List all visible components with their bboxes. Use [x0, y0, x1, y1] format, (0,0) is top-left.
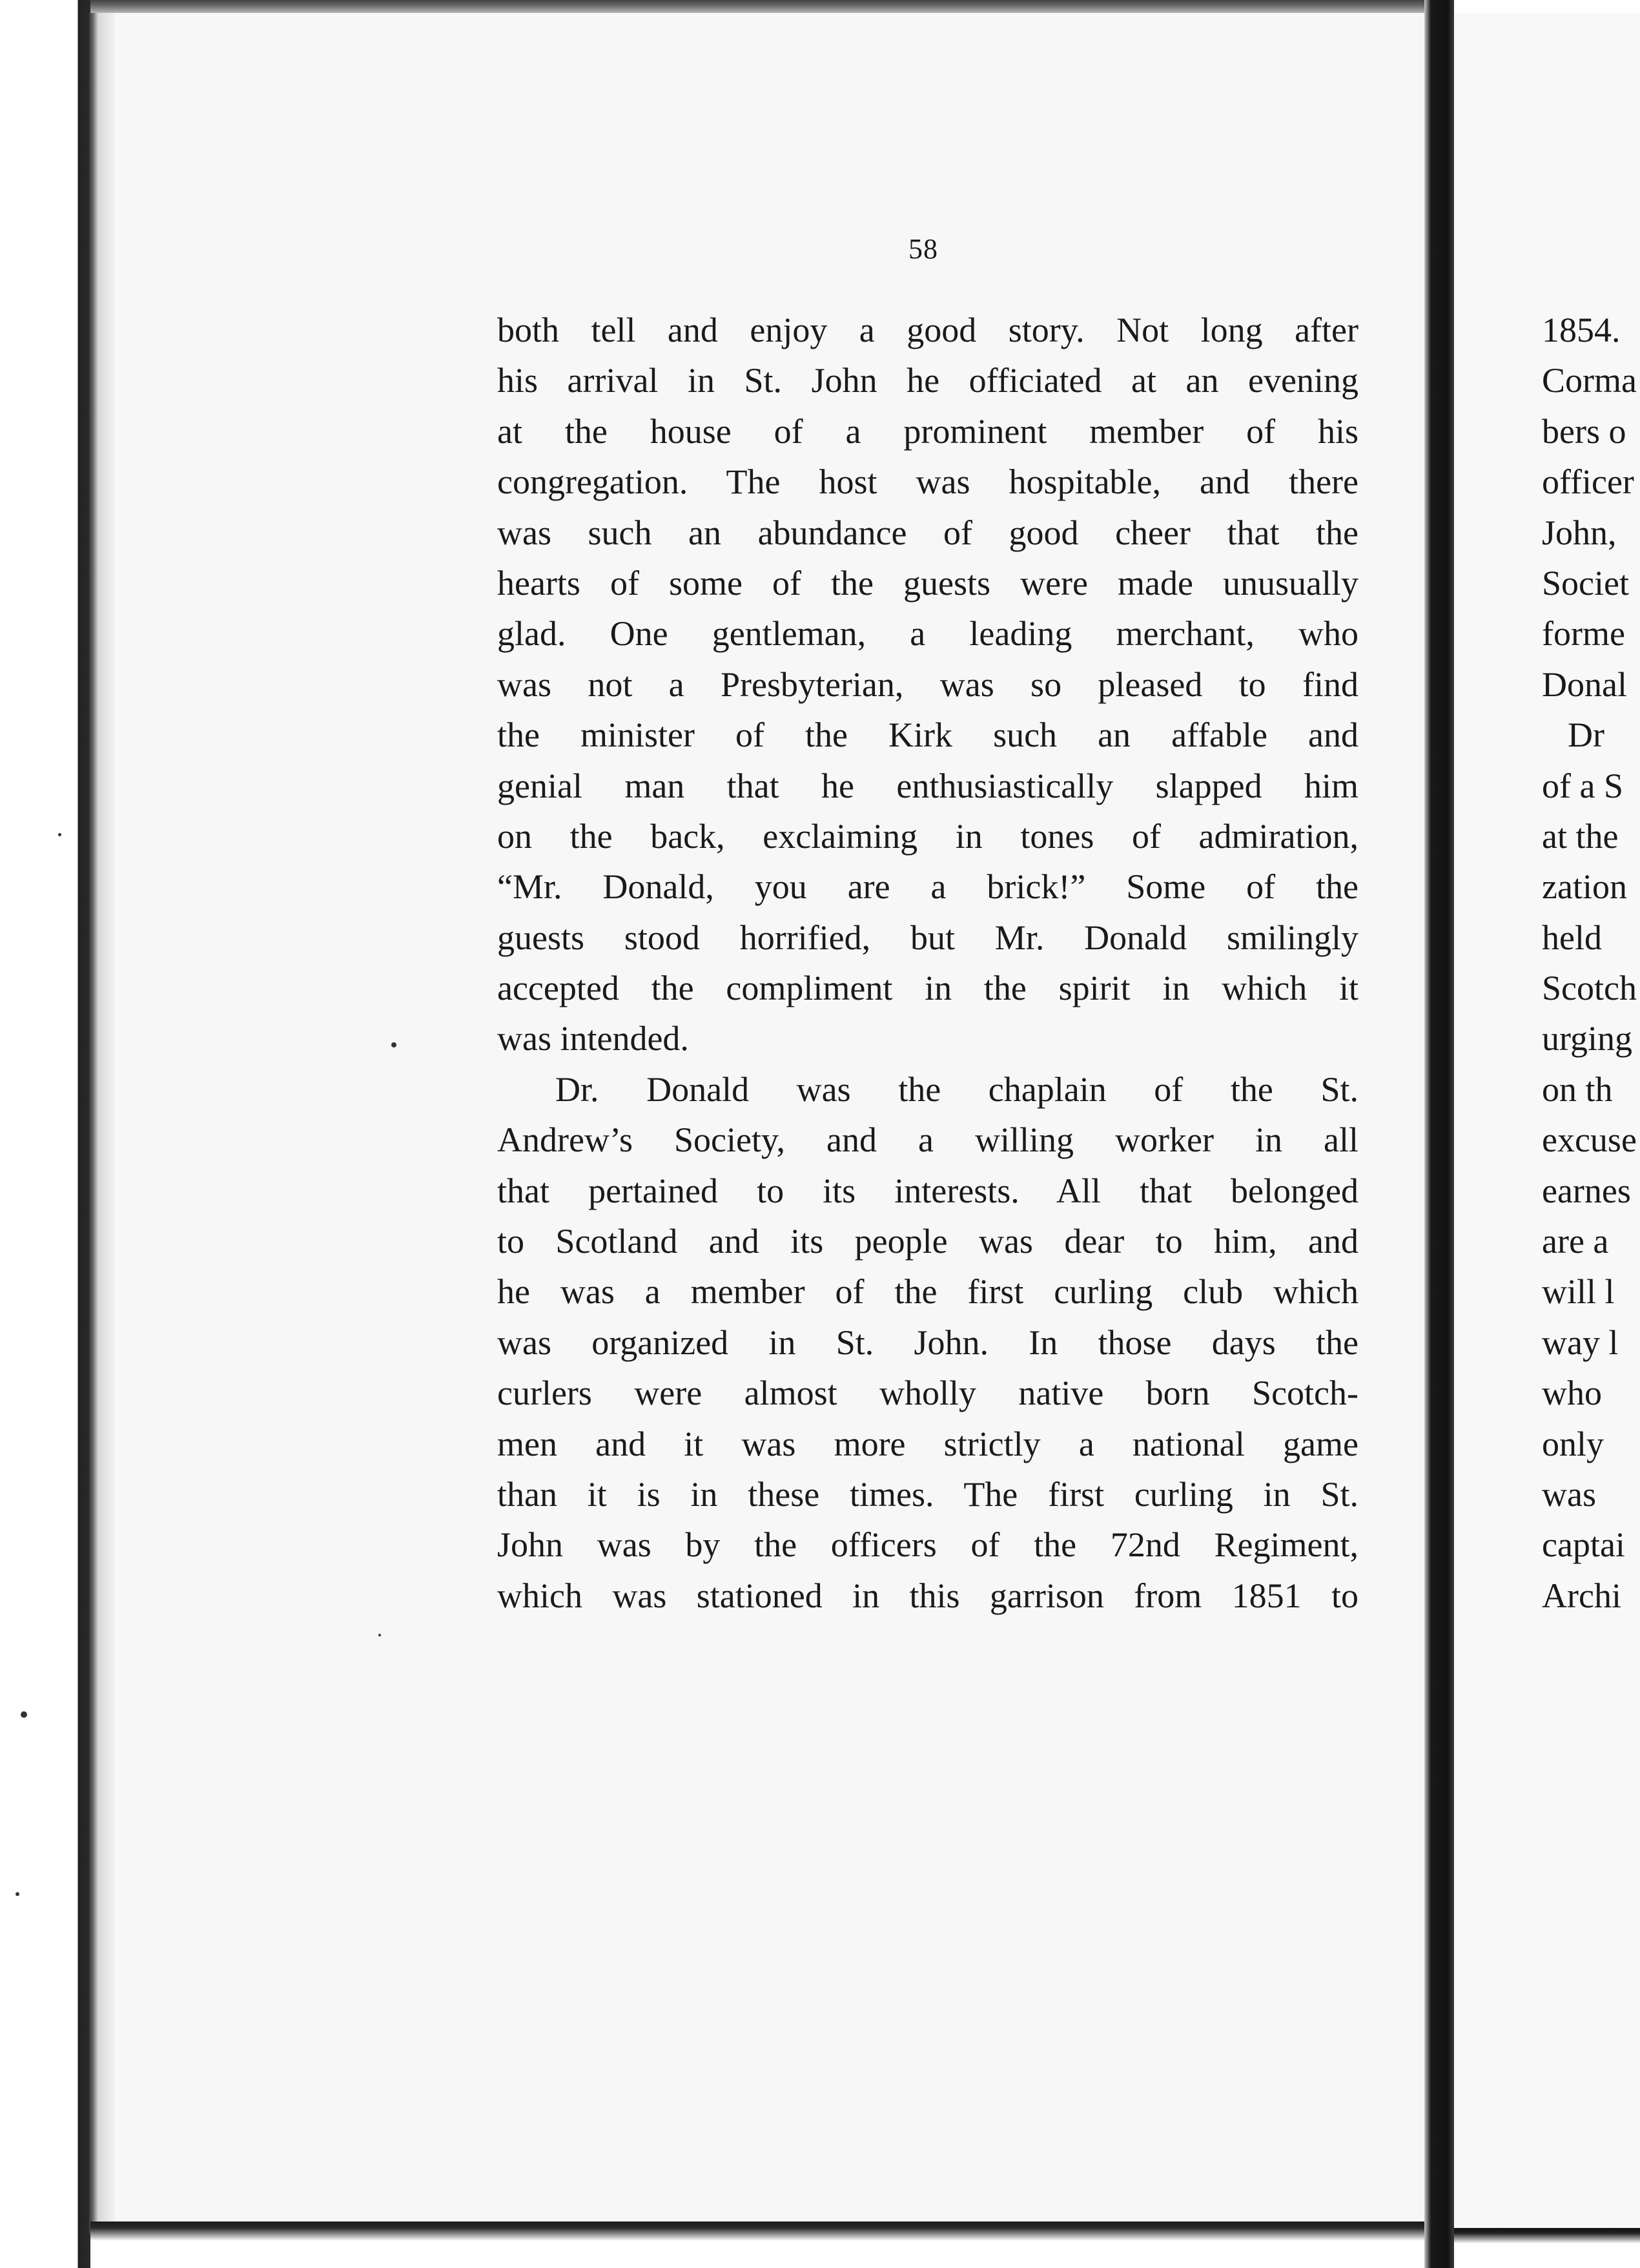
scan-speck — [15, 1892, 19, 1896]
text-line: than it is in these times. The first curling in St. — [497, 1474, 1358, 1514]
scan-speck — [378, 1634, 381, 1636]
facing-text-line: Donal — [1542, 665, 1627, 704]
facing-text-line: of a S — [1542, 766, 1623, 805]
book-gutter — [1424, 0, 1454, 2268]
facing-text-line: Dr — [1568, 716, 1604, 755]
facing-text-line: forme — [1542, 614, 1625, 654]
facing-page-bottom-edge — [1454, 2228, 1640, 2268]
text-line: guests stood horrified, but Mr. Donald smilingly — [497, 918, 1358, 957]
text-line: was such an abundance of good cheer that the — [497, 513, 1358, 552]
page-body-text — [497, 305, 1358, 1621]
text-line: on the back, exclaiming in tones of admiration, — [497, 816, 1358, 856]
text-line: accepted the compliment in the spirit in which it — [497, 969, 1358, 1008]
text-line: that pertained to its interests. All that belonged — [497, 1171, 1358, 1210]
facing-text-line: 1854. — [1542, 311, 1621, 349]
facing-text-line: was — [1542, 1474, 1596, 1514]
facing-page-text — [1542, 305, 1640, 1621]
facing-text-line: at the — [1542, 816, 1619, 856]
page-number: 58 — [908, 233, 938, 265]
facing-text-line: Corma — [1542, 361, 1637, 400]
facing-text-line: captai — [1542, 1525, 1625, 1565]
facing-text-line: officer — [1542, 462, 1634, 502]
facing-text-line: excuse — [1542, 1120, 1637, 1160]
text-line: which was stationed in this garrison from 1851 to — [497, 1576, 1358, 1615]
facing-text-line: Archi — [1542, 1576, 1621, 1615]
facing-text-line: bers o — [1542, 411, 1626, 451]
text-line: was not a Presbyterian, was so pleased to find — [497, 665, 1358, 704]
facing-text-line: Scotch — [1542, 969, 1637, 1008]
text-line: men and it was more strictly a national game — [497, 1424, 1358, 1463]
scan-bottom-edge — [90, 2222, 1433, 2268]
facing-text-line: who — [1542, 1374, 1602, 1413]
scan-speck — [58, 833, 61, 836]
text-line: was intended. — [497, 1019, 689, 1058]
text-line: congregation. The host was hospitable, and there — [497, 462, 1358, 502]
facing-text-line: urging — [1542, 1019, 1633, 1058]
facing-text-line: way l — [1542, 1323, 1619, 1362]
text-line: John was by the officers of the 72nd Regiment, — [497, 1525, 1358, 1565]
facing-text-line: held — [1542, 918, 1602, 957]
text-line: both tell and enjoy a good story. Not long after — [497, 311, 1358, 349]
text-line: his arrival in St. John he officiated at an evening — [497, 361, 1358, 400]
paragraph-first-line: Dr. Donald was the chaplain of the St. — [555, 1069, 1358, 1109]
facing-text-line: on th — [1542, 1069, 1613, 1109]
page-binding-shadow — [89, 13, 115, 2234]
text-line: “Mr. Donald, you are a brick!” Some of the — [497, 867, 1358, 907]
facing-text-line: earnes — [1542, 1171, 1631, 1210]
text-line: was organized in St. John. In those days the — [497, 1323, 1358, 1362]
scan-left-edge — [0, 0, 90, 2268]
text-line: to Scotland and its people was dear to him, and — [497, 1222, 1358, 1261]
facing-text-line: will l — [1542, 1272, 1615, 1312]
facing-text-line: only — [1542, 1424, 1604, 1463]
text-line: at the house of a prominent member of his — [497, 411, 1358, 451]
text-line: genial man that he enthusiastically slapped him — [497, 766, 1358, 805]
text-line: glad. One gentleman, a leading merchant, who — [497, 614, 1358, 654]
text-line: he was a member of the first curling club which — [497, 1272, 1358, 1312]
text-line: hearts of some of the guests were made unusually — [497, 563, 1358, 603]
facing-text-line: zation — [1542, 867, 1627, 907]
text-line: Andrew’s Society, and a willing worker in all — [497, 1120, 1358, 1160]
facing-text-line: are a — [1542, 1222, 1609, 1261]
facing-text-line: John, — [1542, 513, 1617, 552]
text-line: the minister of the Kirk such an affable and — [497, 716, 1358, 755]
text-line: curlers were almost wholly native born Scotch- — [497, 1374, 1358, 1413]
scan-speck — [21, 1711, 27, 1718]
facing-text-line: Societ — [1542, 563, 1629, 603]
scan-speck — [391, 1042, 396, 1047]
